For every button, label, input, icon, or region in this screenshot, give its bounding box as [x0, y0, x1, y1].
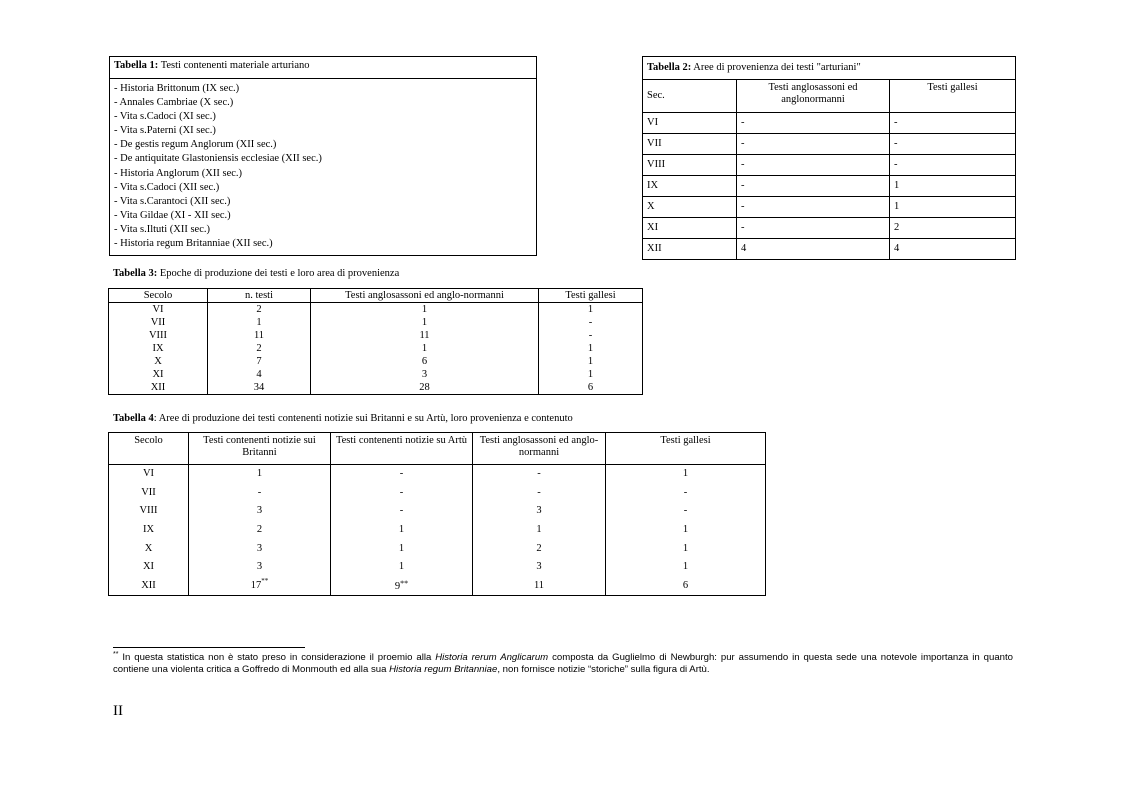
- footnote-reference: **: [261, 576, 269, 585]
- table-cell-value: 9: [394, 581, 401, 593]
- table-cell: 3: [473, 502, 606, 521]
- table-cell: -: [890, 113, 1016, 134]
- table-row: [109, 502, 766, 521]
- table-cell: 1: [539, 342, 643, 355]
- table-row: [109, 316, 643, 329]
- table-cell: 28: [311, 381, 539, 395]
- table-cell: 2: [890, 218, 1016, 239]
- table-cell: 1: [311, 342, 539, 355]
- table-cell: -: [473, 465, 606, 484]
- table-cell: 6: [606, 577, 766, 596]
- table-cell: [189, 577, 331, 596]
- table-3-caption: [113, 267, 399, 280]
- page-number: II: [113, 703, 123, 719]
- table-row: [643, 155, 1016, 176]
- table-4-label: Tabella 4: [113, 413, 154, 424]
- table-cell: 1: [539, 303, 643, 317]
- list-item: - Annales Cambriae (X sec.): [114, 97, 234, 109]
- table-cell: 6: [311, 355, 539, 368]
- table-cell: XI: [109, 368, 208, 381]
- table-cell: 1: [331, 521, 473, 540]
- table-cell: 1: [189, 465, 331, 484]
- table-cell: VI: [109, 303, 208, 317]
- footnote-separator: [113, 647, 305, 648]
- table-cell: -: [606, 502, 766, 521]
- table-row: [109, 484, 766, 503]
- table-cell: 11: [311, 329, 539, 342]
- table-row: [643, 176, 1016, 197]
- table-4-header-cell: Secolo: [109, 433, 189, 465]
- list-item: - Vita s.Paterni (XI sec.): [114, 125, 216, 137]
- table-cell: -: [737, 113, 890, 134]
- table-cell: X: [109, 539, 189, 558]
- table-4-header-cell: Testi contenenti notizie su Artù: [331, 433, 473, 465]
- table-cell: -: [473, 484, 606, 503]
- table-cell: 1: [606, 539, 766, 558]
- table-cell: -: [737, 134, 890, 155]
- table-cell: -: [737, 176, 890, 197]
- table-cell: XII: [109, 381, 208, 395]
- table-cell: -: [737, 218, 890, 239]
- table-cell: 2: [473, 539, 606, 558]
- list-item: - Vita s.Cadoci (XI sec.): [114, 111, 216, 123]
- table-3-title: Epoche di produzione dei testi e loro area di provenienza: [159, 268, 400, 279]
- table-cell: 3: [189, 558, 331, 577]
- table-1-label: Tabella 1:: [114, 60, 159, 71]
- table-cell: [331, 577, 473, 596]
- table-4-caption: [113, 412, 573, 425]
- table-cell: 4: [890, 239, 1016, 260]
- table-1: [109, 56, 537, 256]
- table-1-list: [110, 79, 536, 251]
- table-cell: X: [643, 197, 737, 218]
- table-cell: -: [890, 155, 1016, 176]
- table-cell: 1: [208, 316, 311, 329]
- table-cell: VIII: [643, 155, 737, 176]
- footnote-reference: **: [400, 579, 409, 589]
- table-cell: -: [331, 502, 473, 521]
- table-cell: 1: [890, 197, 1016, 218]
- table-cell: 1: [311, 303, 539, 317]
- list-item: - De gestis regum Anglorum (XII sec.): [114, 139, 277, 151]
- table-cell: -: [737, 155, 890, 176]
- table-4-header-cell: Testi contenenti notizie sui Britanni: [189, 433, 331, 465]
- table-row: [109, 577, 766, 596]
- table-cell: 1: [539, 355, 643, 368]
- list-item: - Vita s.Cadoci (XII sec.): [114, 181, 220, 193]
- table-row: [109, 558, 766, 577]
- table-3: [108, 288, 643, 395]
- table-cell: VI: [109, 465, 189, 484]
- table-cell: -: [539, 329, 643, 342]
- table-cell: 3: [473, 558, 606, 577]
- table-cell: 4: [737, 239, 890, 260]
- table-cell: VI: [643, 113, 737, 134]
- table-cell: 3: [311, 368, 539, 381]
- table-row: [109, 329, 643, 342]
- table-cell: IX: [643, 176, 737, 197]
- table-cell: 1: [331, 558, 473, 577]
- table-2-title: Aree di provenienza dei testi "arturiani": [693, 62, 861, 73]
- table-2-header-cell: Sec.: [643, 80, 737, 113]
- table-cell: XI: [109, 558, 189, 577]
- table-row: [109, 368, 643, 381]
- footnote: [113, 652, 1013, 676]
- list-item: - De antiquitate Glastoniensis ecclesiae (XII sec.): [114, 153, 322, 165]
- table-cell: XI: [643, 218, 737, 239]
- table-row: [109, 303, 643, 317]
- table-row: [643, 134, 1016, 155]
- table-2-header-cell: Testi gallesi: [890, 80, 1016, 113]
- table-4-header-cell: Testi gallesi: [606, 433, 766, 465]
- table-cell: -: [539, 316, 643, 329]
- table-cell: XII: [109, 577, 189, 596]
- table-cell: 4: [208, 368, 311, 381]
- table-cell: 7: [208, 355, 311, 368]
- footnote-title-italic: Historia regum Britanniae: [389, 664, 498, 675]
- table-2-caption: [643, 57, 1016, 80]
- table-cell-value: 17: [250, 579, 262, 591]
- table-cell: 3: [189, 502, 331, 521]
- table-cell: 3: [189, 539, 331, 558]
- table-row: [643, 113, 1016, 134]
- table-3-header-cell: Secolo: [109, 289, 208, 303]
- table-cell: 2: [208, 303, 311, 317]
- table-cell: 1: [331, 539, 473, 558]
- table-cell: 6: [539, 381, 643, 395]
- table-cell: 34: [208, 381, 311, 395]
- table-cell: IX: [109, 521, 189, 540]
- table-row: [109, 355, 643, 368]
- table-cell: VII: [109, 484, 189, 503]
- table-2-label: Tabella 2:: [647, 62, 692, 73]
- table-row: [109, 521, 766, 540]
- table-3-header-cell: Testi gallesi: [539, 289, 643, 303]
- table-row: [109, 381, 643, 395]
- table-cell: -: [737, 197, 890, 218]
- table-2: [642, 56, 1016, 260]
- table-row: [109, 342, 643, 355]
- footnote-mark: **: [113, 651, 119, 658]
- table-3-header-cell: Testi anglosassoni ed anglo-normanni: [311, 289, 539, 303]
- table-cell: 11: [473, 577, 606, 596]
- footnote-text: In questa statistica non è stato preso in considerazione il proemio alla: [118, 652, 436, 663]
- table-cell: -: [189, 484, 331, 503]
- table-cell: VIII: [109, 502, 189, 521]
- table-cell: 2: [208, 342, 311, 355]
- table-cell: 1: [606, 521, 766, 540]
- table-cell: 1: [606, 465, 766, 484]
- table-row: [643, 197, 1016, 218]
- table-row: [109, 465, 766, 484]
- footnote-text: composta da Guglielmo di Newburgh: pur assumendo in questa sede una notevole importanza in quanto contiene una violenta critica a Goffredo di Monmouth ed alla sua: [113, 652, 1013, 675]
- table-cell: 1: [890, 176, 1016, 197]
- table-cell: IX: [109, 342, 208, 355]
- list-item: - Historia Brittonum (IX sec.): [114, 83, 240, 94]
- list-item: - Vita s.Iltuti (XII sec.): [114, 223, 210, 235]
- table-cell: VII: [109, 316, 208, 329]
- table-cell: 1: [473, 521, 606, 540]
- table-cell: VIII: [109, 329, 208, 342]
- table-1-caption: [110, 57, 536, 79]
- table-3-header-cell: n. testi: [208, 289, 311, 303]
- table-4-title: : Aree di produzione dei testi contenenti notizie sui Britanni e su Artù, loro provenienza e contenuto: [153, 413, 573, 424]
- table-cell: 11: [208, 329, 311, 342]
- table-cell: X: [109, 355, 208, 368]
- table-3-label: Tabella 3:: [113, 268, 158, 279]
- table-cell: -: [890, 134, 1016, 155]
- footnote-title-italic: Historia rerum Anglicarum: [435, 652, 549, 663]
- table-cell: VII: [643, 134, 737, 155]
- table-cell: 1: [311, 316, 539, 329]
- table-row: [109, 539, 766, 558]
- list-item: - Historia Anglorum (XII sec.): [114, 167, 243, 179]
- table-cell: -: [331, 465, 473, 484]
- table-row: [643, 239, 1016, 260]
- table-4: [108, 432, 766, 596]
- table-row: [643, 218, 1016, 239]
- list-item: - Vita s.Carantoci (XII sec.): [114, 195, 231, 207]
- table-1-title: Testi contenenti materiale arturiano: [160, 60, 310, 71]
- table-cell: 2: [189, 521, 331, 540]
- list-item: - Vita Gildae (XI - XII sec.): [114, 209, 231, 221]
- footnote-text: , non fornisce notizie “storiche” sulla figura di Artù.: [497, 664, 710, 675]
- table-4-header-cell: Testi anglosassoni ed anglo-normanni: [473, 433, 606, 465]
- table-cell: XII: [643, 239, 737, 260]
- table-cell: -: [606, 484, 766, 503]
- table-cell: -: [331, 484, 473, 503]
- list-item: - Historia regum Britanniae (XII sec.): [114, 238, 273, 250]
- table-cell: 1: [539, 368, 643, 381]
- table-cell: 1: [606, 558, 766, 577]
- table-2-header-cell: Testi anglosassoni ed anglonormanni: [737, 80, 890, 113]
